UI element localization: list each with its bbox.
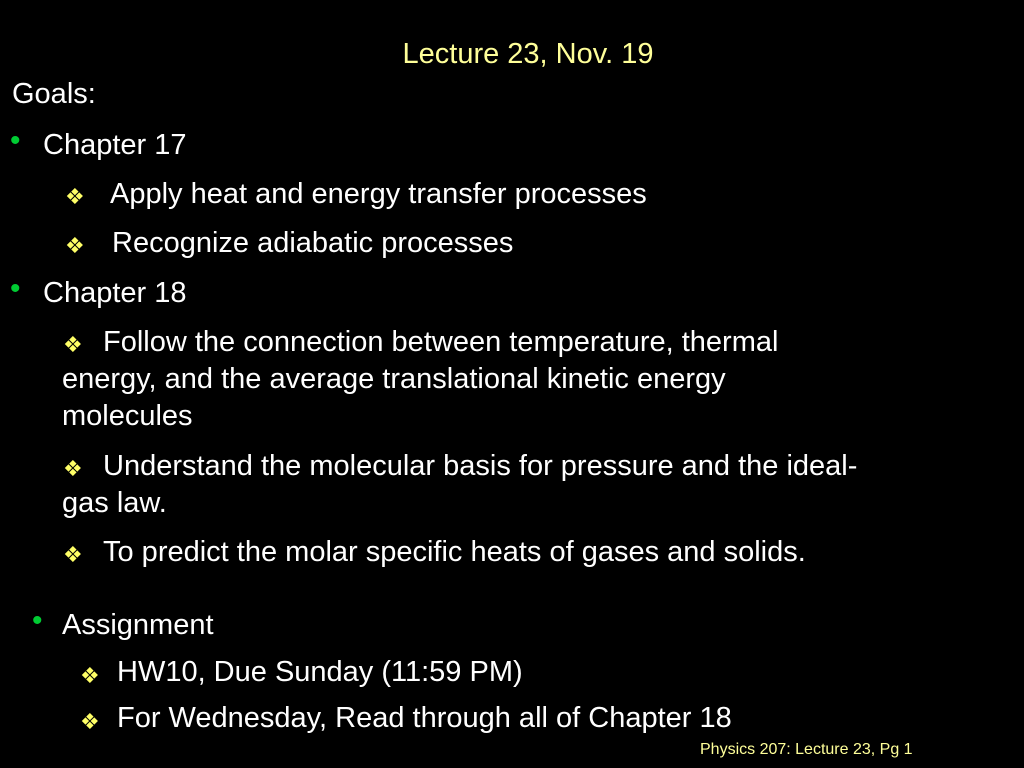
diamond-bullet-icon: ❖ <box>65 233 85 258</box>
green-bullet-icon: • <box>32 604 43 637</box>
chapter18-item-1-line3: molecules <box>62 400 193 432</box>
chapter18-item-1-line2: energy, and the average translational kinetic energy <box>62 363 726 395</box>
assignment-item-2: For Wednesday, Read through all of Chapter 18 <box>117 702 732 734</box>
diamond-bullet-icon: ❖ <box>63 542 83 567</box>
diamond-bullet-icon: ❖ <box>80 709 100 734</box>
green-bullet-icon: • <box>10 272 21 305</box>
diamond-bullet-icon: ❖ <box>65 184 85 209</box>
chapter17-item-1: Apply heat and energy transfer processes <box>110 178 647 210</box>
chapter18-item-3: To predict the molar specific heats of gases and solids. <box>103 536 806 568</box>
slide-title: Lecture 23, Nov. 19 <box>402 38 654 70</box>
chapter17-label: Chapter 17 <box>43 129 187 161</box>
chapter17-item-2: Recognize adiabatic processes <box>112 227 514 259</box>
diamond-bullet-icon: ❖ <box>80 663 100 688</box>
diamond-bullet-icon: ❖ <box>63 332 83 357</box>
slide-footer: Physics 207: Lecture 23, Pg 1 <box>700 741 913 758</box>
goals-label: Goals: <box>12 78 96 110</box>
diamond-bullet-icon: ❖ <box>63 456 83 481</box>
chapter18-item-2-line2: gas law. <box>62 487 167 519</box>
chapter18-item-2-line1: Understand the molecular basis for pressure and the ideal- <box>103 450 858 482</box>
chapter18-label: Chapter 18 <box>43 277 187 309</box>
assignment-label: Assignment <box>62 609 214 641</box>
chapter18-item-1-line1: Follow the connection between temperature, thermal <box>103 326 779 358</box>
assignment-item-1: HW10, Due Sunday (11:59 PM) <box>117 656 523 688</box>
green-bullet-icon: • <box>10 124 21 157</box>
